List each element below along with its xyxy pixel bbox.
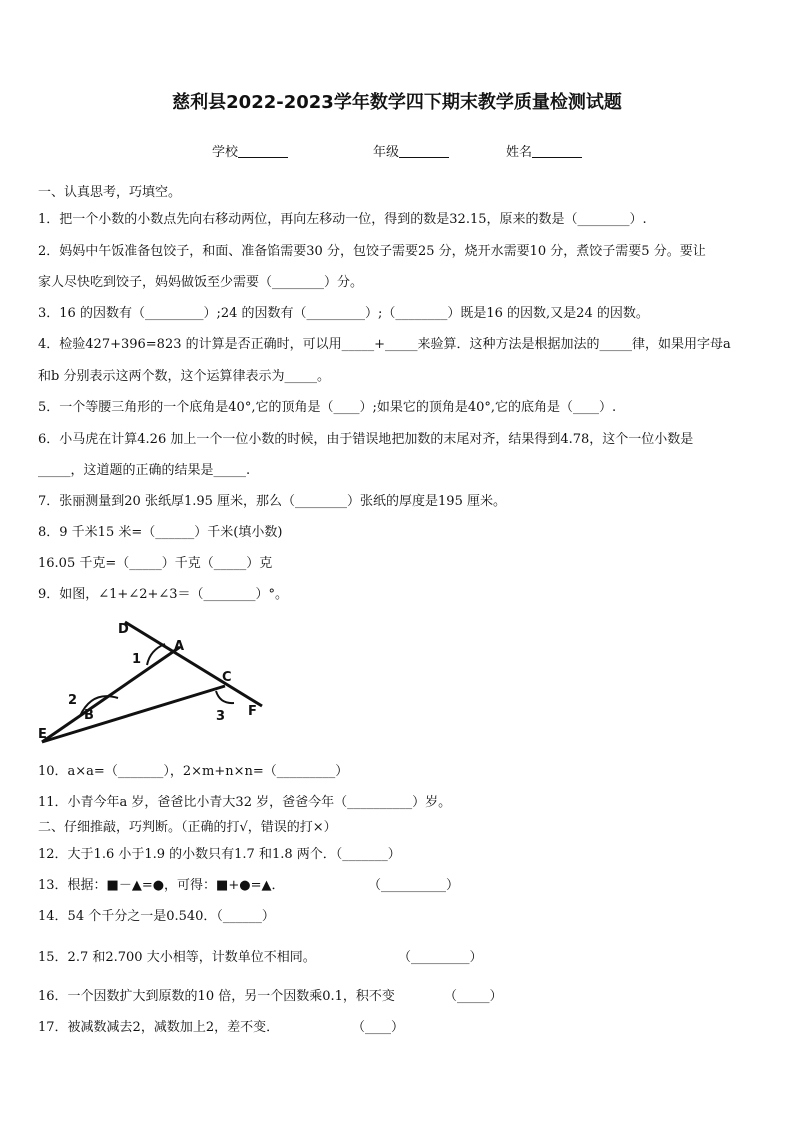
line-e-a [42,647,180,742]
question-10: 10．a×a=（_______），2×m+n×n=（_________） [38,764,349,779]
angle-3-arc [216,691,234,703]
question-2-line1: 2．妈妈中午饭准备包饺子，和面、准备馅需要30 分，包饺子需要25 分，烧开水需要10 分，煮饺子需要5 分。要让 [38,244,706,259]
question-15: 15．2.7 和2.700 大小相等，计数单位不相同。 [38,950,316,965]
label-b: B [84,708,94,723]
question-3: 3．16 的因数有（_________）;24 的因数有（_________）;（________）既是16 的因数,又是24 的因数。 [38,306,649,321]
label-e: E [38,727,47,742]
question-16: 16．一个因数扩大到原数的10 倍，另一个因数乘0.1，积不变 [38,989,395,1004]
label-f: F [248,704,257,719]
question-13: 13．根据：■－▲=●，可得：■+●=▲． [38,878,285,893]
name-field [506,141,582,160]
label-a: A [174,639,185,654]
name-label: 姓名 [506,145,533,160]
question-8-part1: 8．9 千米15 米=（______）千米(填小数) [38,525,283,540]
question-4-line2: 和b 分别表示这两个数，这个运算律表示为_____。 [38,369,330,384]
label-2: 2 [68,693,78,708]
question-8-part2: 16.05 千克=（_____）千克（_____）克 [38,556,273,571]
label-d: D [118,622,129,637]
grade-blank[interactable] [399,145,449,158]
school-label: 学校 [212,145,239,160]
name-blank[interactable] [532,145,582,158]
question-7: 7．张丽测量到20 张纸厚1.95 厘米，那么（________）张纸的厚度是195 厘米。 [38,494,506,509]
line-d-f [125,622,262,706]
question-17-blank[interactable]: （____） [352,1020,405,1035]
school-blank[interactable] [238,145,288,158]
section-heading-fill-in: 一、认真思考，巧填空。 [38,185,182,200]
school-field [212,141,288,160]
label-1: 1 [132,652,142,667]
question-2-line2: 家人尽快吃到饺子，妈妈做饭至少需要（________）分。 [38,275,364,290]
label-c: C [222,670,232,685]
question-6-line1: 6．小马虎在计算4.26 加上一个一位小数的时候，由于错误地把加数的末尾对齐，结果得到4.78，这个一位小数是 [38,432,694,447]
question-11: 11．小青今年a 岁，爸爸比小青大32 岁，爸爸今年（__________）岁。 [38,795,452,810]
label-3: 3 [216,709,226,724]
question-6-line2: _____，这道题的正确的结果是_____. [38,463,251,478]
question-13-blank[interactable]: （__________） [368,878,460,893]
grade-label: 年级 [373,145,400,160]
question-5: 5．一个等腰三角形的一个底角是40°,它的顶角是（____）;如果它的顶角是40°,它的底角是（____）. [38,400,617,415]
question-9: 9．如图，∠1+∠2+∠3＝（________）°。 [38,587,289,602]
question-14: 14．54 个千分之一是0.540．（______） [38,909,275,924]
question-1: 1．把一个小数的小数点先向右移动两位，再向左移动一位，得到的数是32.15，原来的数是（________）. [38,212,647,227]
section-heading-judge: 二、仔细推敲，巧判断。（正确的打√，错误的打×） [38,820,337,835]
question-15-blank[interactable]: （_________） [398,950,483,965]
question-4-line1: 4．检验427+396=823 的计算是否正确时，可以用_____+_____来验算．这种方法是根据加法的_____律，如果用字母a [38,337,731,352]
question-16-blank[interactable]: （_____） [444,989,503,1004]
question-12: 12．大于1.6 小于1.9 的小数只有1.7 和1.8 两个．（_______） [38,847,401,862]
angle-diagram [30,612,270,752]
grade-field [373,141,449,160]
page-title: 慈利县2022-2023学年数学四下期末教学质量检测试题 [172,92,622,113]
question-17: 17．被减数减去2，减数加上2，差不变． [38,1020,280,1035]
